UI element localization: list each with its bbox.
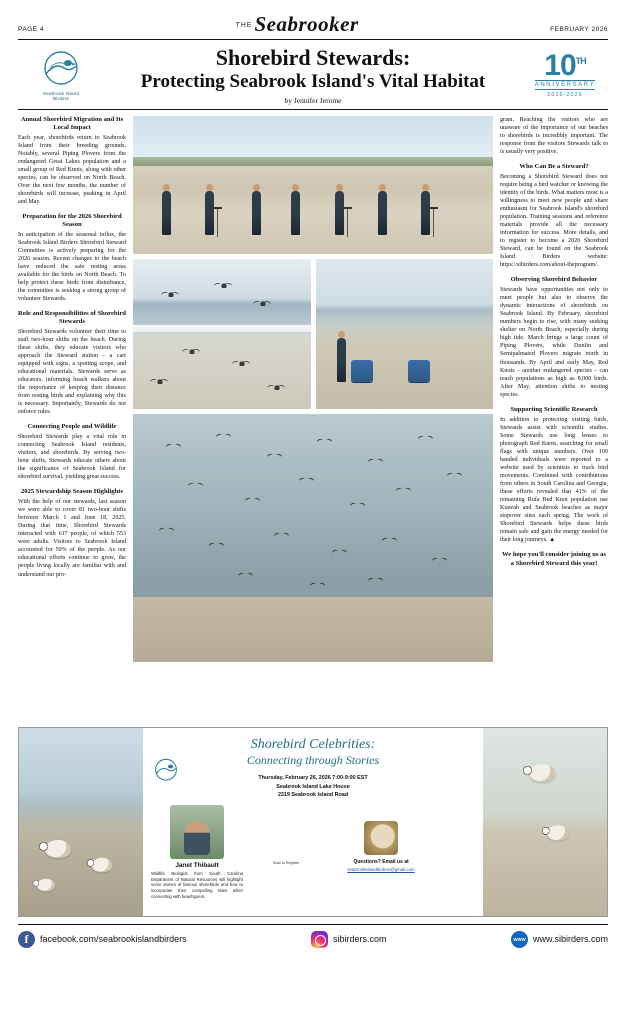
ad-qr-block[interactable] [249,805,323,900]
section-heading: Observing Shorebird Behavior [510,276,598,284]
section-body: gram. Reaching the visitors who are unaware of the importance of our beaches to shorebirds is incredibly important. The response from the visitors Stewards talk to is usually very positive. [500,116,608,156]
page-number: PAGE 4 [18,26,45,33]
sib-logo-icon [38,50,84,90]
ad-columns [151,805,475,900]
headline-line-2: Protecting Seabrook Island's Vital Habitat [140,70,486,92]
article-section [18,116,126,206]
speaker-name: Janet Thibault [175,861,219,869]
article-section [18,423,126,481]
photo-bird [165,292,175,297]
article-section [18,213,126,303]
article-section [500,116,608,156]
ad-title [151,736,475,769]
masthead [18,14,608,40]
anniversary-badge [522,49,608,98]
anniversary-word: ANNIVERSARY [534,81,596,88]
section-body: Each year, shorebirds return to Seabrook Island from their breeding grounds. Notably, several Piping Plovers from the endangered Great Lakes population and a small group of Red Knots, along with other species, can be observed on North Beach. Over the next few months, the number of shorebirds will increase, peaking in April and May. [18,134,126,205]
ad-speaker [151,805,243,900]
ad-plover [37,879,55,892]
section-body: Shorebird Stewards play a vital role in connecting Seabrook Island residents, visitors, and shorebirds. By serving two-hour shifts, Stewards educate others about the significance of Seabrook Island for shorebird survival, yielding great success. [18,434,126,481]
article-section [500,406,608,544]
ad-photo-left [19,728,143,916]
article-section [18,310,126,416]
section-body: Becoming a Shorebird Steward does not require being a bird watcher or knowing the identity of the birds. What matters most is a willingness to meet new people and share enthusiasm for Seabrook Island's shorebird population. Training sessions and reference materials provide all the necessary information for success. More details, and to register to become a 2026 Shorebird Steward, can be found on the Seabrook Island Birders website: https://sibirders.com/about-theprogram/. [500,173,608,269]
photo-person [421,191,430,235]
issue-date: FEBRUARY 2026 [550,26,608,33]
section-heading: Annual Shorebird Migration and Its Local Impact [20,115,124,131]
ad-event-datetime: Thursday, February 26, 2026 7:00-9:00 EST [258,775,368,782]
photo-birders-group [133,116,493,254]
ad-photo-right [483,728,607,916]
call-to-action: We hope you'll consider joining us as a Shorebird Steward this year! [502,551,606,567]
anniversary-number: 10TH [544,49,586,83]
photo-shorebirds-surf [133,259,311,409]
left-column [18,116,126,720]
article-section [500,163,608,269]
ad-plover [92,858,113,872]
sib-logo-icon [151,758,181,784]
photo-person [205,191,214,235]
article-section [18,488,126,578]
ad-sib-logo [151,758,181,789]
photo-ridge [133,157,493,165]
footer-instagram[interactable] [311,931,387,948]
ad-event-details [151,774,475,798]
photo-bird [218,283,228,288]
sib-logo-line1: Seabrook Island [42,90,80,96]
footer-facebook[interactable] [18,931,187,948]
photo-person [162,191,171,235]
instagram-icon[interactable] [311,931,328,948]
section-heading: Role and Responsibilities of Shorebird Stewards [18,310,126,325]
website-label[interactable]: www.sibirders.com [532,934,608,945]
photo-person [291,191,300,235]
right-column [500,116,608,720]
photo-steward-station [316,259,494,409]
section-heading: Connecting People and Wildlife [27,423,117,431]
photo-chair [351,360,373,382]
footer-website[interactable] [511,931,608,948]
sib-logo [18,50,104,102]
photo-person [378,191,387,235]
headline-band [18,40,608,110]
article-section [500,276,608,398]
photo-chair [408,360,430,382]
speaker-photo [170,805,224,859]
kestrel-illustration-icon [364,821,398,855]
section-body: With the help of our stewards, last season we were able to cover 81 two-hour shifts between March 1 and June 18, 2025. During that time, Shorebird Stewards interacted with 617 people, of which 553 were adults. Visitors to Seabrook Island accounted for 59% of the people. As our educational efforts continue to grow, the people living locally are familiar with and understand our pro- [18,499,126,578]
photo-person [337,338,346,382]
speaker-bio: Wildlife Biologist from South Carolina Department of Natural Resources will highlight some stories of famous shorebirds and how to incorporate their compelling tales when connecting with beachgoers. [151,870,243,899]
photo-flock [133,414,493,662]
anniversary-sup: TH [575,56,586,67]
anniversary-years: 2016-2026 [547,91,583,98]
photo-bird [271,385,281,390]
contact-email-link[interactable]: seabrookislandbirders@gmail.com [347,866,415,872]
photo-bird [186,349,196,354]
event-advertisement [18,727,608,917]
photo-beach [133,597,493,661]
paper-title-the: THE [235,22,253,29]
photo-column [133,116,493,720]
headline-line-1: Shorebird Stewards: [215,45,411,70]
section-heading: Supporting Scientific Research [510,405,598,413]
ad-content [143,728,483,916]
ad-title-line1: Shorebird Celebrities: [250,736,376,752]
photo-row [133,259,493,409]
photo-person [335,191,344,235]
section-heading: Who Can Be a Steward? [519,163,589,171]
facebook-icon[interactable] [18,931,35,948]
ad-event-venue: Seabrook Island Lake House [276,783,350,790]
qr-caption: Scan to Register [272,860,300,865]
paper-title [44,14,550,35]
questions-label: Questions? Email us at [353,858,409,865]
footer-social-bar [18,924,608,948]
paper-title-name: Seabrooker [254,12,359,36]
section-body: In addition to protecting visiting birds, Stewards assist with scientific studies. Some Stewards use long lenses to photograph Red Knots, searching for small flags with unique numbers. Over 100 banded individuals were reported to a website used by scientists to track bird movements. Combined with contributions from others in South Carolina and Georgia, these efforts revealed that 41% of the remaining Rufa Red Knot population use Kiawah and Seabrook beaches as major stopover sites each spring. The work of Shorebird Stewards helps these birds remain safe and gain the energy needed for their long journeys. ▲ [500,416,608,544]
photo-bird [257,301,267,306]
article-title-block [110,46,516,105]
photo-bird [236,361,246,366]
section-heading: 2025 Stewardship Season Highlights [20,488,124,496]
section-body: In anticipation of the seasonal influx, the Seabrook Island Birders Shorebird Steward Committee is actively preparing for the 2026 season. Recent changes to the beach have reduced the safe resting areas available for the birds on North Beach. To help protect these birds from disturbance, the committee is seeking a strong group of volunteer Stewards. [18,231,126,303]
ad-plover [529,764,555,782]
qr-code-icon[interactable] [259,805,313,859]
photo-bird [154,379,164,384]
sib-logo-line2: Birders [53,95,69,101]
article-body [18,116,608,720]
ad-event-address: 2319 Seabrook Island Road [277,791,349,798]
ad-title-line2: Connecting through Stories [246,753,380,768]
ad-contact [329,805,433,900]
page-title [110,46,516,92]
section-body: Shorebird Stewards volunteer their time to staff two-hour shifts on the beach. During these shifts, they educate visitors who approach the Steward station - a cart equipped with signs, a spotting scope, and educational materials. Stewards serve as educators, informing beach walkers about the importance of keeping their distance from resting birds and explaining why this is necessary. Importantly, Stewards do not enforce rules. [18,328,126,416]
section-body: Stewards have opportunities not only to meet people but also to observe the dynamic interactions of shorebirds on Seabrook Island. By February, shorebird numbers begin to rise, with many seeking shelter on North Beach, especially during high tide. March brings a large count of Piping Plovers, while Dunlin and Semipalmated Plovers migrate north in thousands. By April and early May, Red Knots - another endangered species - can reach populations as high as 8,000 birds. After May, attention shifts to nesting species. [500,287,608,398]
section-heading: Preparation for the 2026 Shorebird Season [22,212,122,228]
ad-plover [547,825,569,840]
instagram-label[interactable]: sibirders.com [333,934,387,945]
photo-surf-foam [133,325,311,332]
byline: by Jennifer Jerome [284,95,342,105]
photo-person [252,191,261,235]
globe-icon[interactable] [511,931,528,948]
facebook-label[interactable]: facebook.com/seabrookislandbirders [40,934,187,945]
ad-plover [45,840,71,858]
